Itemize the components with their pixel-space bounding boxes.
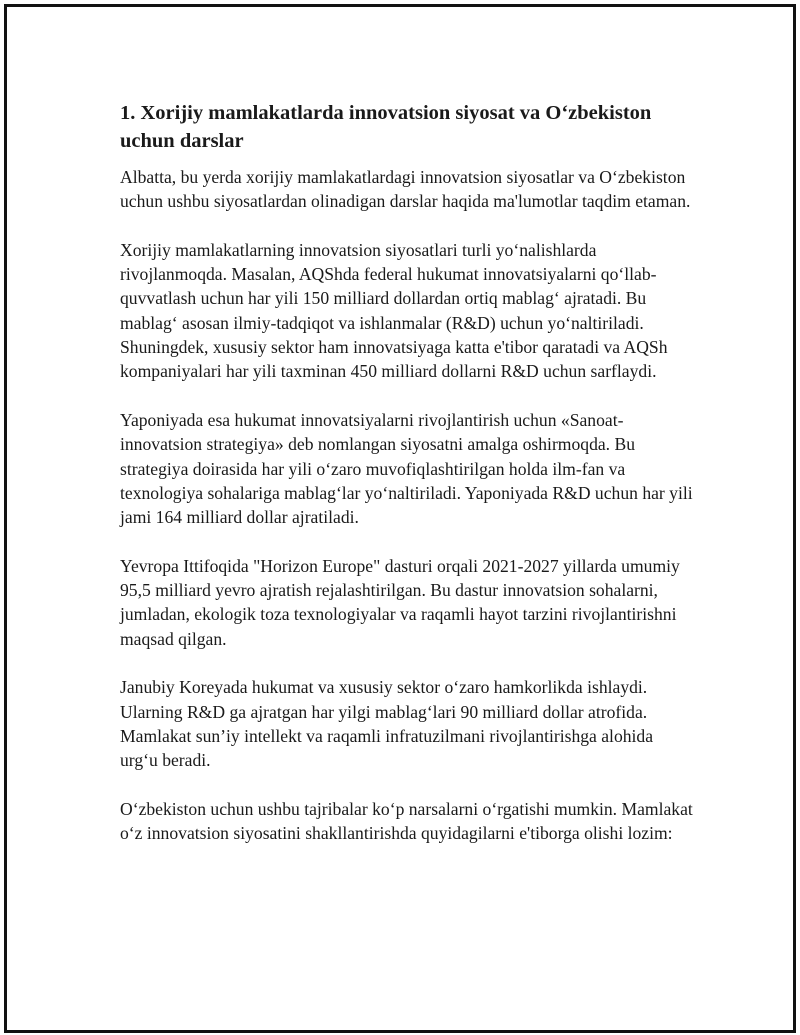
paragraph-intro: Albatta, bu yerda xorijiy mamlakatlardagi innovatsion siyosatlar va O‘zbekiston uchun ushbu siyosatlardan olinadigan darslar haqida ma'lumotlar taqdim etaman. [120, 167, 691, 212]
paragraph-uzbekistan: O‘zbekiston uchun ushbu tajribalar ko‘p narsalarni o‘rgatishi mumkin. Mamlakat o‘z innovatsion siyosatini shakllantirishda quyidagilarni e'tiborga olishi lozim: [120, 798, 693, 844]
paragraph-japan: Yaponiyada esa hukumat innovatsiyalarni rivojlantirish uchun «Sanoat-innovatsion strategiya» deb nomlangan siyosatni amalga oshirmoqda. Bu strategiya doirasida har yili o‘zaro muvofiqlashtirilgan holda ilm-fan va texnologiya sohalariga mablag‘lar yo‘naltiriladi. Yaponiyada R&D uchun har yili jami 164 milliard dollar ajratiladi. [120, 409, 693, 528]
section-heading: 1. Xorijiy mamlakatlarda innovatsion siyosat va O‘zbekiston uchun darslar [120, 102, 652, 152]
paragraph-korea: Janubiy Koreyada hukumat va xususiy sektor o‘zaro hamkorlikda ishlaydi. Ularning R&D ga ajratgan har yilgi mablag‘lari 90 milliard dollar atrofida. Mamlakat sun’iy intellekt va raqamli infratuzilmani rivojlantirishga alohida urg‘u beradi. [120, 677, 654, 771]
paragraph-eu: Yevropa Ittifoqida "Horizon Europe" dasturi orqali 2021-2027 yillarda umumiy 95,5 milliard yevro ajratish rejalashtirilgan. Bu dastur innovatsion sohalarni, jumladan, ekologik toza texnologiyalar va raqamli hayot tarzini rivojlantirishni maqsad qilgan. [120, 555, 680, 649]
paragraph-usa: Xorijiy mamlakatlarning innovatsion siyosatlari turli yo‘nalishlarda rivojlanmoqda. Masalan, AQShda federal hukumat innovatsiyalarni qo‘llab-quvvatlash uchun har yili 150 milliard dollardan ortiq mablag‘ ajratadi. Bu mablag‘ asosan ilmiy-tadqiqot va ishlanmalar (R&D) uchun yo‘naltiriladi. Shuningdek, xususiy sektor ham innovatsiyaga katta e'tibor qaratadi va AQSh kompaniyalari har yili taxminan 450 milliard dollarni R&D uchun sarflaydi. [120, 239, 668, 382]
page-frame [4, 4, 796, 1033]
document-body [120, 99, 695, 870]
